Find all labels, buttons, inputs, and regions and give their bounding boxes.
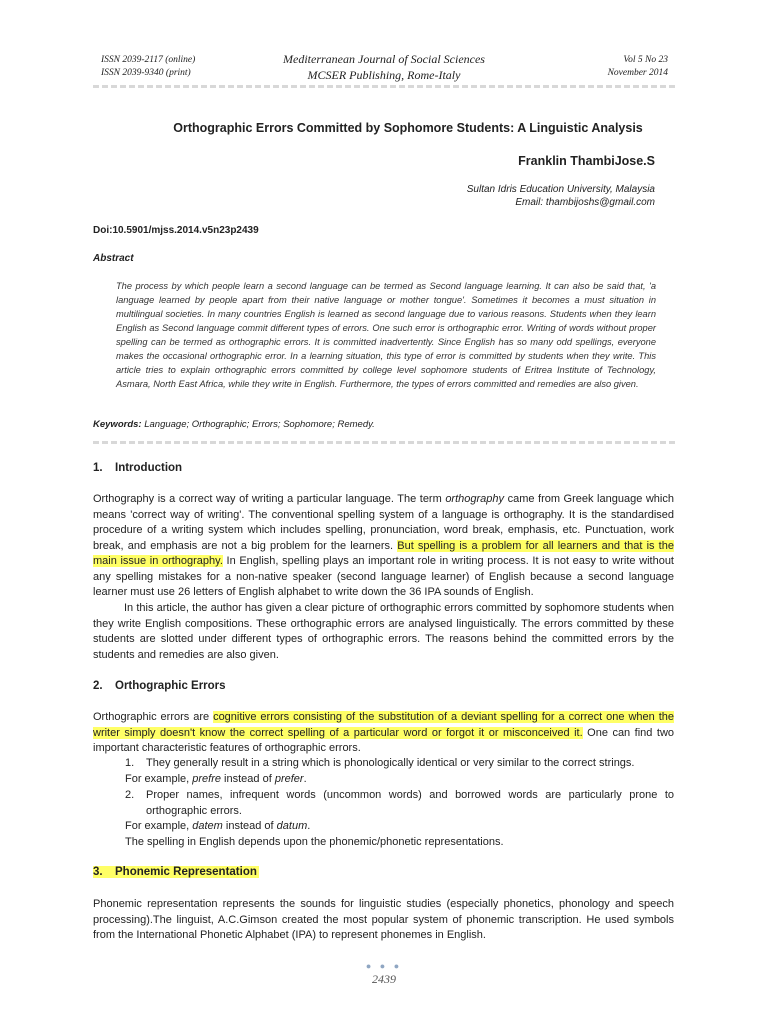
phonemic-paragraph: Phonemic representation represents the sounds for linguistic studies (especially phonetics, phonology and speech processing).The linguist, A.C.Gimson created the most popular system of phonemic transcription. He used symbols from the International Phonetic Alphabet (IPA) to represent phonemes in English.	[93, 898, 674, 941]
text-run: .	[307, 820, 311, 832]
footer-dots: ● ● ●	[365, 961, 403, 971]
abstract-heading: Abstract	[93, 253, 134, 264]
journal-name: Mediterranean Journal of Social Sciences	[283, 52, 485, 66]
doi: Doi:10.5901/mjss.2014.v5n23p2439	[93, 225, 259, 236]
keywords-list: Language; Orthographic; Errors; Sophomore; Remedy.	[144, 419, 375, 430]
author-affiliation	[467, 183, 655, 209]
term-orthography: orthography	[445, 493, 505, 505]
text-run: instead of	[222, 820, 277, 832]
section-number: 3.	[93, 866, 103, 878]
section-number: 1.	[93, 462, 103, 474]
volume: Vol 5 No 23	[623, 55, 668, 65]
issn-print: ISSN 2039-9340 (print)	[101, 68, 191, 78]
text-run: Orthographic errors are	[93, 711, 214, 723]
affiliation: Sultan Idris Education University, Malaysia	[466, 184, 655, 195]
list-item-1	[125, 756, 674, 772]
issue-date: November 2014	[607, 68, 668, 78]
section-heading-orthographic-errors	[93, 680, 226, 692]
list-number: 2.	[125, 789, 135, 801]
author-email: Email: thambijoshs@gmail.com	[515, 197, 655, 208]
intro-paragraph-2: In this article, the author has given a clear picture of orthographic errors committed by sophomore students when they write English compositions. These orthographic errors are analysed linguistically. The errors committed by these students are slotted under different types of orthographic errors. The reasons behind the committed errors by the students and remedies are also given.	[93, 602, 674, 661]
keywords	[93, 419, 375, 430]
text-run: Orthography is a correct way of writing a particular language. The term	[93, 493, 446, 505]
example-1	[125, 772, 307, 788]
page-number: 2439	[372, 972, 396, 986]
list-number: 1.	[125, 757, 135, 769]
abstract-rule	[93, 441, 676, 444]
section-title: Phonemic Representation	[115, 866, 257, 878]
highlighted-text: But spelling is a problem for all learners and that is the main issue in orthography.	[93, 539, 674, 567]
example-word: prefre	[192, 773, 221, 785]
intro-paragraph-1	[93, 492, 674, 601]
section-title: Introduction	[115, 462, 183, 474]
section-number: 2.	[93, 680, 103, 692]
section-heading-phonemic-representation	[93, 866, 259, 878]
example-2	[125, 819, 310, 835]
section-heading-introduction	[93, 462, 182, 474]
list-text: Proper names, infrequent words (uncommon words) and borrowed words are particularly prone to orthographic errors.	[146, 789, 674, 817]
section-title: Orthographic Errors	[115, 680, 226, 692]
highlighted-text: cognitive errors consisting of the substitution of a deviant spelling for a correct one when the writer simply doesn't know the correct spelling of a particular word or forgot it or misconceived it.	[93, 711, 674, 739]
issn-online: ISSN 2039-2117 (online)	[101, 55, 196, 65]
text-run: For example,	[125, 820, 193, 832]
list-text: They generally result in a string which is phonologically identical or very similar to the correct strings.	[146, 757, 635, 769]
abstract-text: The process by which people learn a second language can be termed as Second language learning. It can also be said that, 'a language learned by people apart from their native language or mother tongue'. Sometimes it becomes a must situation in multilingual societies. In many countries English is learned as second language due to various reasons. Students when they learn English as Second language commit different types of errors. One such error is orthographic error. Writing of words without proper spelling can be termed as orthographic errors. It is committed inadvertently. Since English has so many odd spellings, everyone makes the occasional orthographic error. In a learning situation, this type of error is committed by students when they write. This article tries to explain orthographic errors committed by college level sophomore students of Eritrea Institute of Technology, Asmara, North East Africa, while they write in English. Furthermore, the types of errors committed and remedies are also given.	[116, 281, 656, 389]
list-item-2	[125, 788, 674, 819]
keywords-label: Keywords:	[93, 419, 142, 430]
errors-paragraph	[93, 710, 674, 757]
spelling-line: The spelling in English depends upon the phonemic/phonetic representations.	[125, 836, 504, 848]
issn-block	[101, 54, 195, 80]
journal-block	[234, 51, 534, 83]
text-run: In English, spelling plays an important role in writing process. It is not easy to write without any spelling mistakes for a non-native speaker (second language learner) of English because a second language learner must use 26 letters of English alphabet to write down the 36 IPA sounds of English.	[93, 555, 674, 598]
text-run: came from Greek language which means 'correct way of writing'. The conventional spelling system of a language is orthography. It is the standardised procedure of a writing system which includes spelling, pronunciation, word break, emphasis, etc. Punctuation, work break, and emphasis are not a big problem for the learners.	[93, 493, 674, 552]
text-run: For example,	[125, 773, 193, 785]
text-run: instead of	[221, 773, 275, 785]
text-run: One can find two important characteristic features of orthographic errors.	[93, 726, 675, 754]
publisher: MCSER Publishing, Rome-Italy	[307, 68, 461, 82]
paper-title: Orthographic Errors Committed by Sophomore Students: A Linguistic Analysis	[173, 121, 643, 135]
example-word: datem	[192, 820, 223, 832]
header-rule	[93, 85, 676, 88]
volume-block	[608, 54, 668, 80]
example-word: prefer	[274, 773, 304, 785]
example-word: datum	[276, 820, 308, 832]
author-name: Franklin ThambiJose.S	[518, 154, 655, 168]
text-run: .	[303, 773, 307, 785]
